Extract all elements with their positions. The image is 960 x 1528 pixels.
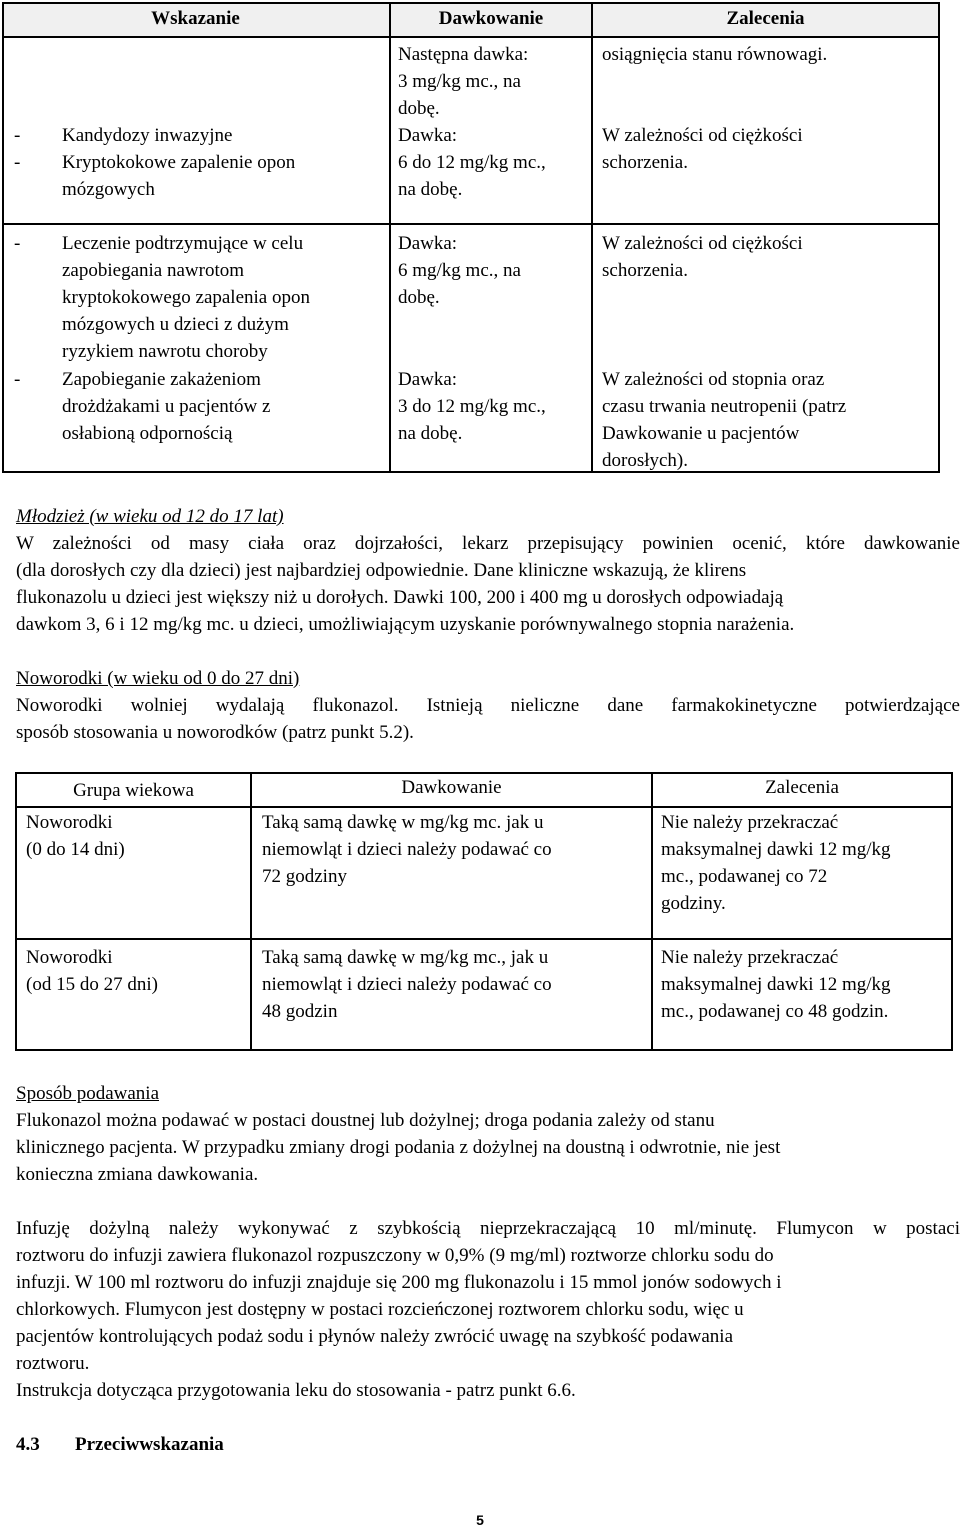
paragraph-line: roztworu. — [16, 1353, 90, 1374]
recommendation-text: maksymalnej dawki 12 mg/kg — [661, 974, 891, 995]
dosing-text: na dobę. — [398, 423, 463, 444]
paragraph-line: infuzji. W 100 ml roztworu do infuzji znajduje się 200 mg flukonazolu i 15 mmol jonów sodowych i — [16, 1272, 782, 1293]
paragraph-line: Flukonazol można podawać w postaci doustnej lub dożylnej; droga podania zależy od stanu — [16, 1110, 715, 1131]
dosing-text: 72 godziny — [262, 866, 347, 887]
age-group-text: (0 do 14 dni) — [26, 839, 125, 860]
header-indication: Wskazanie — [151, 8, 240, 29]
paragraph-line: klinicznego pacjenta. W przypadku zmiany drogi podania z dożylnej na doustną i odwrotnie, nie jest — [16, 1137, 781, 1158]
section-title: Przeciwwskazania — [75, 1434, 224, 1455]
table-header-divider — [2, 36, 940, 38]
dosing-text: Taką samą dawkę w mg/kg mc. jak u — [262, 812, 544, 833]
recommendation-text: W zależności od ciężkości — [602, 125, 803, 146]
table-col-divider-2 — [591, 2, 593, 473]
table-border-right — [951, 772, 953, 1051]
indication-text: mózgowych u dzieci z dużym — [62, 314, 289, 335]
indication-text: zapobiegania nawrotom — [62, 260, 245, 281]
age-group-text: Noworodki — [26, 812, 113, 833]
table-border-top — [2, 2, 940, 4]
recommendation-text: schorzenia. — [602, 152, 688, 173]
administration-paragraph-2 — [16, 1215, 960, 1404]
recommendation-text: Dawkowanie u pacjentów — [602, 423, 800, 444]
bullet-dash: - — [14, 125, 21, 146]
table-col-divider-1 — [250, 772, 252, 1051]
table-border-left — [2, 2, 4, 473]
recommendation-text: schorzenia. — [602, 260, 688, 281]
age-group-text: Noworodki — [26, 947, 113, 968]
recommendation-text: W zależności od ciężkości — [602, 233, 803, 254]
dosing-text: 3 mg/kg mc., na — [398, 71, 521, 92]
bullet-dash: - — [14, 152, 21, 173]
table-row-divider — [2, 223, 940, 225]
newborns-heading: Noworodki (w wieku od 0 do 27 dni) — [16, 668, 300, 689]
indication-text: kryptokokowego zapalenia opon — [62, 287, 310, 308]
indication-text: osłabioną odpornością — [62, 423, 233, 444]
paragraph-line: Noworodki wolniej wydalają flukonazol. Istnieją nieliczne dane farmakokinetyczne potwierdzające — [16, 695, 960, 716]
table-border-left — [15, 772, 17, 1051]
dosing-text: Dawka: — [398, 125, 458, 146]
youth-heading: Młodzież (w wieku od 12 do 17 lat) — [16, 506, 284, 527]
newborns-paragraph — [16, 692, 960, 746]
table-col-divider-2 — [651, 772, 653, 1051]
paragraph-line: sposób stosowania u noworodków (patrz punkt 5.2). — [16, 722, 414, 743]
dosing-text: Następna dawka: — [398, 44, 529, 65]
dosing-text: Dawka: — [398, 233, 458, 254]
table-border-right — [938, 2, 940, 473]
dosing-text: Taką samą dawkę w mg/kg mc., jak u — [262, 947, 549, 968]
page-number: 5 — [476, 1512, 484, 1528]
paragraph-line: roztworu do infuzji zawiera flukonazol rozpuszczony w 0,9% (9 mg/ml) roztworze chlorku sodu do — [16, 1245, 774, 1266]
dosing-text: 48 godzin — [262, 1001, 338, 1022]
paragraph-line: W zależności od masy ciała oraz dojrzałości, lekarz przepisujący powinien ocenić, które dawkowanie — [16, 533, 960, 554]
recommendation-text: dorosłych). — [602, 450, 689, 471]
indication-text: mózgowych — [62, 179, 155, 200]
indication-text: drożdżakami u pacjentów z — [62, 396, 271, 417]
age-group-text: (od 15 do 27 dni) — [26, 974, 158, 995]
header-age-group: Grupa wiekowa — [73, 780, 194, 801]
youth-paragraph — [16, 530, 960, 638]
header-dosing: Dawkowanie — [401, 777, 502, 798]
indication-text: Zapobieganie zakażeniom — [62, 369, 261, 390]
dosing-text: dobę. — [398, 287, 440, 308]
dosing-text: niemowląt i dzieci należy podawać co — [262, 839, 552, 860]
dosing-text: na dobę. — [398, 179, 463, 200]
administration-heading: Sposób podawania — [16, 1083, 160, 1104]
administration-paragraph-1 — [16, 1107, 960, 1188]
header-dosing: Dawkowanie — [438, 8, 544, 29]
indication-text: Kandydozy inwazyjne — [62, 125, 233, 146]
header-recommendations: Zalecenia — [765, 777, 839, 798]
paragraph-line: (dla dorosłych czy dla dzieci) jest najbardziej odpowiednie. Dane kliniczne wskazują, że klirens — [16, 560, 747, 581]
table-border-bottom — [15, 1049, 953, 1051]
paragraph-line: chlorkowych. Flumycon jest dostępny w postaci rozcieńczonej roztworem chlorku sodu, więc u — [16, 1299, 744, 1320]
dosing-text: 3 do 12 mg/kg mc., — [398, 396, 546, 417]
recommendation-text: maksymalnej dawki 12 mg/kg — [661, 839, 891, 860]
recommendation-text: W zależności od stopnia oraz — [602, 369, 825, 390]
dosing-text: 6 do 12 mg/kg mc., — [398, 152, 546, 173]
dosing-text: dobę. — [398, 98, 440, 119]
indication-text: Kryptokokowe zapalenie opon — [62, 152, 296, 173]
paragraph-line: Instrukcja dotycząca przygotowania leku do stosowania - patrz punkt 6.6. — [16, 1380, 576, 1401]
header-recommendations: Zalecenia — [726, 8, 805, 29]
recommendation-text: godziny. — [661, 893, 726, 914]
table-header-divider — [15, 806, 953, 808]
recommendation-text: Nie należy przekraczać — [661, 947, 839, 968]
paragraph-line: pacjentów kontrolujących podaż sodu i płynów należy zwrócić uwagę na szybkość podawania — [16, 1326, 734, 1347]
bullet-dash: - — [14, 233, 21, 254]
recommendation-text: Nie należy przekraczać — [661, 812, 839, 833]
recommendation-text: mc., podawanej co 72 — [661, 866, 828, 887]
table-border-bottom — [2, 471, 940, 473]
bullet-dash: - — [14, 369, 21, 390]
table-col-divider-1 — [389, 2, 391, 473]
dosing-text: niemowląt i dzieci należy podawać co — [262, 974, 552, 995]
recommendation-text: mc., podawanej co 48 godzin. — [661, 1001, 889, 1022]
paragraph-line: Infuzję dożylną należy wykonywać z szybkością nieprzekraczającą 10 ml/minutę. Flumycon w postaci — [16, 1218, 960, 1239]
paragraph-line: flukonazolu u dzieci jest większy niż u dorołych. Dawki 100, 200 i 400 mg u dorosłych odpowiadają — [16, 587, 784, 608]
section-number: 4.3 — [16, 1434, 40, 1455]
paragraph-line: konieczna zmiana dawkowania. — [16, 1164, 259, 1185]
indication-text: ryzykiem nawrotu choroby — [62, 341, 268, 362]
dosing-text: 6 mg/kg mc., na — [398, 260, 521, 281]
table-row-divider — [15, 938, 953, 940]
indication-text: Leczenie podtrzymujące w celu — [62, 233, 304, 254]
dosing-text: Dawka: — [398, 369, 458, 390]
recommendation-text: czasu trwania neutropenii (patrz — [602, 396, 847, 417]
paragraph-line: dawkom 3, 6 i 12 mg/kg mc. u dzieci, umożliwiającym uzyskanie porównywalnego stopnia narażenia. — [16, 614, 795, 635]
recommendation-text: osiągnięcia stanu równowagi. — [602, 44, 828, 65]
